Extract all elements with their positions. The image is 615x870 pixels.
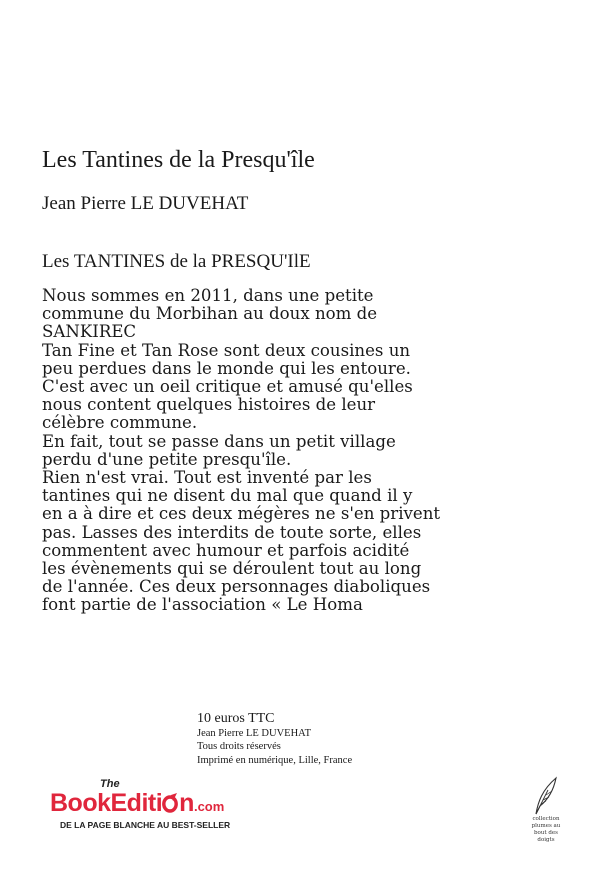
- collection-line: bout des: [534, 830, 558, 836]
- blurb-line: Nous sommes en 2011, dans une petite: [42, 286, 374, 305]
- collection-line: doigts: [537, 837, 555, 843]
- imprint-printing: Imprimé en numérique, Lille, France: [197, 754, 353, 766]
- price: 10 euros TTC: [197, 711, 275, 726]
- blurb-line: pas. Lasses des interdits de toute sorte, elles: [42, 522, 422, 542]
- logo-wordmark: [50, 788, 224, 822]
- blurb-line: En fait, tout se passe dans un petit village: [42, 431, 396, 451]
- blurb-line: tantines qui ne disent du mal que quand il y: [42, 486, 413, 506]
- quill-icon: [528, 776, 564, 816]
- logo-tagline: DE LA PAGE BLANCHE AU BEST-SELLER: [60, 820, 231, 830]
- bookedition-logo: [50, 778, 260, 848]
- logo-the: The: [100, 778, 120, 790]
- blurb-line: C'est avec un oeil critique et amusé qu'elles: [42, 377, 413, 397]
- collection-label: [520, 816, 572, 844]
- blurb-line: commentent avec humour et parfois acidité: [42, 540, 410, 560]
- section-heading: Les TANTINES de la PRESQU'IlE: [42, 251, 311, 272]
- blurb-line: nous content quelques histoires de leur: [42, 395, 376, 415]
- blurb-line: Rien n'est vrai. Tout est inventé par les: [42, 468, 372, 488]
- blurb-line: en a à dire et ces deux mégères ne s'en privent: [42, 504, 441, 524]
- collection-mark: [520, 776, 572, 850]
- collection-line: plumes au: [531, 823, 561, 829]
- logo-name-part1: BookEditi: [50, 789, 163, 817]
- collection-line: collection: [532, 816, 560, 822]
- book-title: Les Tantines de la Presqu'île: [42, 147, 315, 173]
- blurb-line: SANKIREC: [42, 322, 137, 342]
- blurb-line: commune du Morbihan au doux nom de: [42, 304, 378, 324]
- book-blurb: [42, 287, 462, 615]
- blurb-line: célèbre commune.: [42, 413, 198, 433]
- quill-o-icon: [162, 793, 179, 813]
- imprint-author: Jean Pierre LE DUVEHAT: [197, 728, 312, 739]
- imprint-rights: Tous droits réservés: [197, 741, 281, 753]
- logo-name-part2: n: [179, 789, 194, 817]
- blurb-line: les évènements qui se déroulent tout au long: [42, 559, 422, 579]
- imprint-block: [197, 711, 352, 767]
- blurb-line: perdu d'une petite presqu'île.: [42, 449, 292, 469]
- blurb-line: font partie de l'association « Le Homa: [42, 595, 363, 615]
- book-author: Jean Pierre LE DUVEHAT: [42, 193, 249, 214]
- blurb-line: Tan Fine et Tan Rose sont deux cousines un: [42, 340, 411, 360]
- blurb-line: peu perdues dans le monde qui les entoure.: [42, 358, 411, 378]
- blurb-line: de l'année. Ces deux personnages diaboliques: [42, 577, 431, 597]
- logo-suffix: .com: [193, 799, 225, 814]
